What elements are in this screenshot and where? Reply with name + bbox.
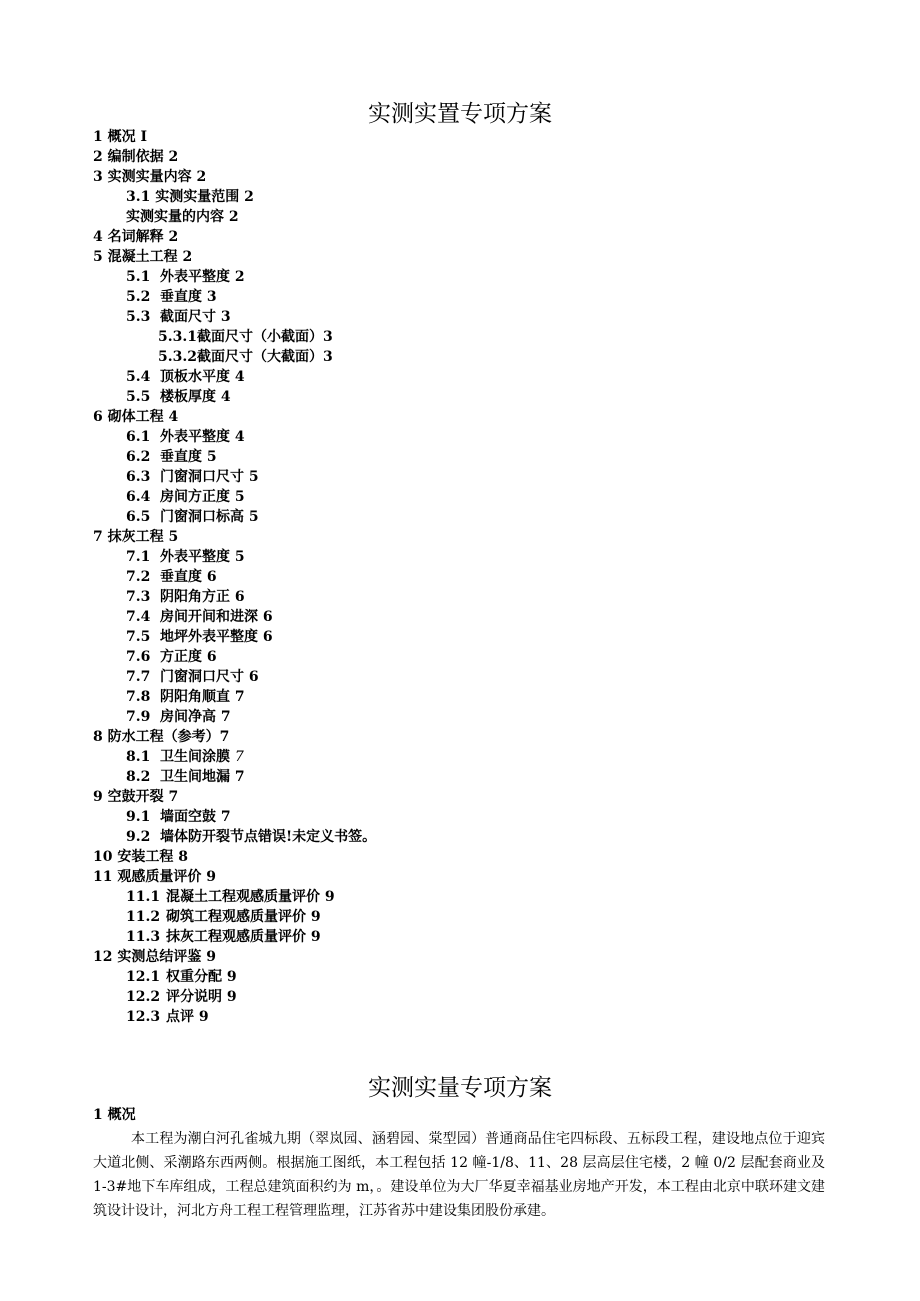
toc-entry[interactable] [93,607,853,627]
toc-entry-text: 8 防水工程（参考）7 [93,729,230,745]
toc-entry[interactable] [93,207,853,227]
toc-entry[interactable] [93,707,853,727]
toc-entry[interactable] [93,527,853,547]
toc-entry-number: 9.2 [126,829,151,845]
toc-entry[interactable] [93,127,853,147]
toc-entry[interactable] [93,327,853,347]
toc-entry-text: 墙面空鼓 7 [160,809,231,825]
toc-entry-text: 外表平整度 5 [160,549,245,565]
toc-entry-number: 5.2 [126,289,151,305]
toc-entry[interactable] [93,407,853,427]
toc-entry[interactable] [93,447,853,467]
toc-entry-number: 8.1 [126,749,151,765]
toc-entry-number: 12.2 [126,989,161,1005]
toc-entry[interactable] [93,827,853,847]
toc-title: 实测实置专项方案 [368,101,552,127]
toc-entry[interactable] [93,427,853,447]
toc-entry-text: 垂直度 3 [160,289,217,305]
toc-entry-number: 12.3 [126,1009,161,1025]
toc-entry[interactable] [93,1007,853,1027]
toc-entry-number: 11.1 [126,889,161,905]
toc-entry-number: 7.8 [126,689,151,705]
toc-entry-number: 6.1 [126,429,151,445]
toc-entry[interactable] [93,187,853,207]
toc-entry[interactable] [93,227,853,247]
toc-entry-text: 截面尺寸（小截面）3 [196,329,333,345]
toc-entry-number: 5.3 [126,309,151,325]
toc-entry-text: 2 编制依据 2 [93,149,179,165]
toc-entry[interactable] [93,807,853,827]
toc-entry-number: 7.4 [126,609,151,625]
toc-entry[interactable] [93,747,853,767]
toc-entry-text: 外表平整度 2 [160,269,245,285]
toc-entry[interactable] [93,507,853,527]
toc-entry-text: 门窗洞口尺寸 5 [160,469,259,485]
toc-entry[interactable] [93,587,853,607]
toc-entry-text: 房间开间和进深 6 [160,609,273,625]
toc-entry[interactable] [93,787,853,807]
toc-entry-text: 截面尺寸 3 [160,309,231,325]
toc-entry-number: 6.4 [126,489,151,505]
toc-entry-text: 权重分配 9 [166,969,237,985]
table-of-contents [93,127,853,1027]
toc-entry[interactable] [93,367,853,387]
section-heading: 1 概况 [93,1107,136,1123]
toc-entry[interactable] [93,767,853,787]
toc-entry[interactable] [93,387,853,407]
toc-entry[interactable] [93,247,853,267]
toc-entry-text: 房间净高 7 [160,709,231,725]
toc-entry-text: 门窗洞口标高 5 [160,509,259,525]
toc-entry-number: 11.3 [126,929,161,945]
toc-entry-text: 方正度 6 [160,649,217,665]
toc-entry-text: 1 概况 I [93,129,148,145]
toc-entry[interactable] [93,647,853,667]
toc-entry-text: 3.1 实测实量范围 2 [126,189,254,205]
toc-entry-text: 地坪外表平整度 6 [160,629,273,645]
toc-entry-text: 实测实量的内容 2 [126,209,239,225]
toc-entry-text: 评分说明 9 [166,989,237,1005]
toc-entry-text: 垂直度 5 [160,449,217,465]
toc-entry-number: 7.2 [126,569,151,585]
toc-entry[interactable] [93,947,853,967]
toc-entry[interactable] [93,967,853,987]
toc-entry-number: 7.7 [126,669,151,685]
toc-entry-number: 5.3.2 [158,349,197,365]
toc-entry-number: 7.6 [126,649,151,665]
toc-entry-number: 12.1 [126,969,161,985]
toc-entry[interactable] [93,167,853,187]
toc-entry[interactable] [93,927,853,947]
toc-entry-text: 砌筑工程观感质量评价 9 [166,909,321,925]
toc-entry[interactable] [93,867,853,887]
toc-entry-number: 7.5 [126,629,151,645]
toc-entry-number: 5.3.1 [158,329,197,345]
toc-entry-text: 10 安装工程 8 [93,849,188,865]
toc-entry[interactable] [93,987,853,1007]
toc-entry-number: 6.2 [126,449,151,465]
toc-entry-number: 7.1 [126,549,151,565]
toc-entry[interactable] [93,727,853,747]
toc-entry-text: 阴阳角方正 6 [160,589,245,605]
toc-entry-text: 12 实测总结评鉴 9 [93,949,216,965]
toc-entry-text: 外表平整度 4 [160,429,245,445]
toc-entry-text: 点评 9 [166,1009,209,1025]
toc-entry[interactable] [93,467,853,487]
toc-entry-number: 7.3 [126,589,151,605]
toc-entry-number: 5.5 [126,389,151,405]
toc-entry-text: 4 名词解释 2 [93,229,179,245]
toc-entry[interactable] [93,567,853,587]
toc-entry-number: 5.1 [126,269,151,285]
toc-entry-text: 顶板水平度 4 [160,369,245,385]
toc-entry-text: 垂直度 6 [160,569,217,585]
toc-entry[interactable] [93,487,853,507]
toc-entry[interactable] [93,307,853,327]
toc-entry-text: 5 混凝土工程 2 [93,249,193,265]
toc-entry[interactable] [93,147,853,167]
toc-entry-page: 7 [234,749,244,765]
toc-entry-number: 9.1 [126,809,151,825]
toc-entry[interactable] [93,687,853,707]
toc-entry-number: 6.5 [126,509,151,525]
overview-paragraph: 本工程为潮白河孔雀城九期（翠岚园、涵碧园、棠型园）普通商品住宅四标段、五标段工程，建设地点位于迎宾大道北侧、采潮路东西两侧。根据施工图纸，本工程包括 12 幢-1/8、11、28 层高层住宅楼，2 幢 0/2 层配套商业及 1-3#地下车库组成，工程总建筑面积约为 m，。建设单位为大厂华夏幸福基业房地产开发，本工程由北京中联环建文建筑设计设计，河北方舟工程工程管理监理，江苏省苏中建设集团股份承建。 [93,1131,825,1219]
toc-entry[interactable] [93,267,853,287]
toc-entry-number: 11.2 [126,909,161,925]
body-title: 实测实量专项方案 [368,1075,552,1101]
toc-entry-number: 8.2 [126,769,151,785]
toc-entry-text: 截面尺寸（大截面）3 [196,349,333,365]
toc-entry-text: 抹灰工程观感质量评价 9 [166,929,321,945]
toc-entry-text: 9 空鼓开裂 7 [93,789,179,805]
toc-entry[interactable] [93,627,853,647]
toc-entry-text: 楼板厚度 4 [160,389,231,405]
toc-entry-text: 11 观感质量评价 9 [93,869,216,885]
toc-entry-text: 6 砌体工程 4 [93,409,179,425]
toc-entry-text: 7 抹灰工程 5 [93,529,179,545]
toc-entry-number: 7.9 [126,709,151,725]
toc-entry[interactable] [93,347,853,367]
toc-entry-text: 卫生间地漏 7 [160,769,245,785]
toc-entry-text: 3 实测实量内容 2 [93,169,207,185]
toc-entry-number: 6.3 [126,469,151,485]
toc-entry[interactable] [93,667,853,687]
toc-entry-text: 卫生间涂膜 [160,749,235,765]
toc-entry-text: 墙体防开裂节点错误!未定义书签。 [160,829,377,845]
toc-entry-number: 5.4 [126,369,151,385]
toc-entry-text: 阴阳角顺直 7 [160,689,245,705]
toc-entry[interactable] [93,287,853,307]
toc-entry-text: 房间方正度 5 [160,489,245,505]
toc-entry[interactable] [93,547,853,567]
toc-entry-text: 门窗洞口尺寸 6 [160,669,259,685]
toc-entry[interactable] [93,887,853,907]
toc-entry-text: 混凝土工程观感质量评价 9 [166,889,335,905]
toc-entry[interactable] [93,847,853,867]
toc-entry[interactable] [93,907,853,927]
